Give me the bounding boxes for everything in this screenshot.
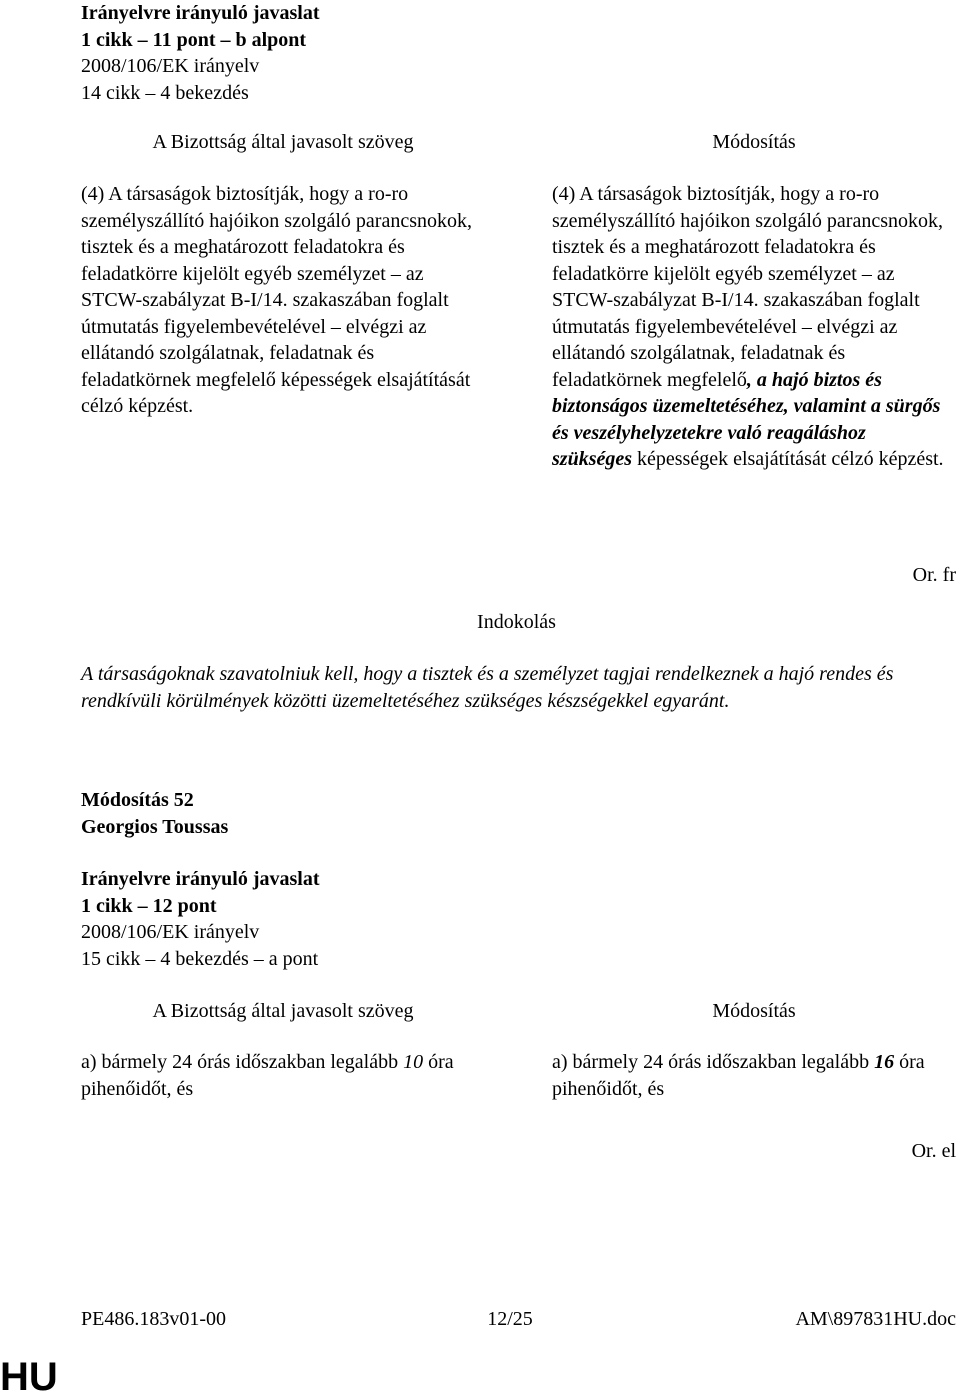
amendment-changed-value: 16	[874, 1051, 895, 1073]
amendment-text-part: a) bármely 24 órás időszakban legalább	[552, 1051, 875, 1073]
ref-paragraph: 14 cikk – 4 bekezdés	[81, 81, 249, 104]
amendment-author: Georgios Toussas	[81, 815, 229, 838]
justification-heading: Indokolás	[477, 611, 556, 633]
justification-text: A társaságoknak szavatolniuk kell, hogy a tisztek és a személyzet tagjai rendelkeznek a hajó rendes és rendkívüli körülmények közötti üzemeltetéséhez szükséges készségekkel egyaránt.	[81, 663, 894, 712]
original-language: Or. fr	[912, 564, 956, 586]
amendment-number: Módosítás 52	[81, 789, 194, 811]
ref-title: Irányelvre irányuló javaslat	[81, 868, 320, 890]
amendment-text-paragraph	[552, 1049, 957, 1102]
commission-text	[81, 181, 476, 420]
left-column-heading: A Bizottság által javasolt szöveg	[152, 1000, 414, 1022]
footer-language-code: HU	[0, 1355, 58, 1399]
commission-text-paragraph	[81, 1049, 481, 1102]
amendment-text-paragraph	[552, 181, 947, 473]
amendment-header-52	[81, 787, 228, 840]
commission-text	[81, 1049, 481, 1102]
original-language: Or. el	[911, 1140, 956, 1162]
commission-changed-value: 10	[403, 1051, 424, 1073]
commission-text-paragraph: (4) A társaságok biztosítják, hogy a ro-ro személyszállító hajóikon szolgáló parancsnokok, tisztek és a meghatározott feladatokra és feladatkörre kijelölt egyéb személyzet – az STCW-szabályzat B-I/14. szakaszában foglalt útmutatás figyelembevételével – elvégzi az ellátandó szolgálatnak, feladatnak és feladatkörnek megfelelő képességek elsajátítását célzó képzést.	[81, 183, 473, 417]
amendment-text-part: képességek elsajátítását célzó képzést.	[632, 448, 944, 470]
right-column-heading: Módosítás	[712, 131, 796, 153]
ref-title: Irányelvre irányuló javaslat	[81, 2, 320, 24]
commission-text-part: a) bármely 24 órás időszakban legalább	[81, 1051, 404, 1073]
amendment-text	[552, 1049, 957, 1102]
amendment-text-part: (4) A társaságok biztosítják, hogy a ro-ro személyszállító hajóikon szolgáló parancsnokok, tisztek és a meghatározott feladatokra és feladatkörre kijelölt egyéb személyzet – az STCW-szabályzat B-I/14. szakaszában foglalt útmutatás figyelembevételével – elvégzi az ellátandó szolgálatnak, feladatnak és feladatkörnek megfelelő	[552, 183, 944, 391]
reference-block-52	[81, 866, 320, 972]
right-column-heading: Módosítás	[712, 1000, 796, 1022]
amendment-inserted-text: , a hajó biztos és biztonságos üzemeltetéséhez, valamint a sürgős és veszélyhelyzetekre való reagáláshoz szükséges	[552, 368, 941, 470]
ref-directive: 2008/106/EK irányelv	[81, 55, 260, 77]
footer-doc-ref: PE486.183v01-00	[81, 1308, 226, 1330]
left-column-heading: A Bizottság által javasolt szöveg	[152, 131, 414, 153]
reference-block-51	[81, 0, 320, 106]
amendment-text	[552, 181, 947, 473]
amendment-text-part: óra pihenőidőt, és	[552, 1051, 925, 1100]
footer-file-name: AM\897831HU.doc	[795, 1308, 956, 1330]
ref-directive: 2008/106/EK irányelv	[81, 921, 260, 943]
ref-article: 1 cikk – 11 pont – b alpont	[81, 28, 307, 51]
ref-paragraph: 15 cikk – 4 bekezdés – a pont	[81, 947, 319, 970]
footer-page-number: 12/25	[487, 1308, 533, 1330]
ref-article: 1 cikk – 12 pont	[81, 894, 217, 917]
commission-text-part: óra pihenőidőt, és	[81, 1051, 454, 1100]
